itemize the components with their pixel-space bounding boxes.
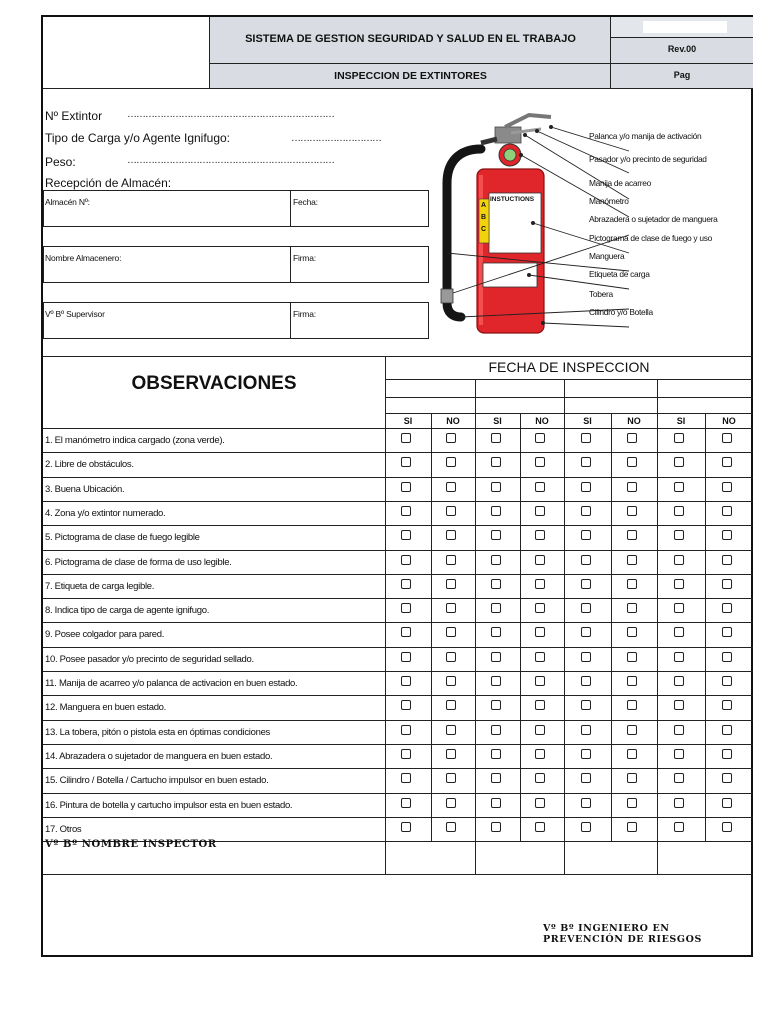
extintor-dots[interactable]: ……………………………………………………………	[127, 109, 334, 120]
no-checkbox[interactable]	[535, 627, 545, 637]
no-checkbox[interactable]	[535, 482, 545, 492]
no-checkbox[interactable]	[722, 676, 732, 686]
no-checkbox[interactable]	[535, 603, 545, 613]
no-checkbox[interactable]	[535, 700, 545, 710]
si-checkbox[interactable]	[491, 457, 501, 467]
observation-item: 16. Pintura de botella y cartucho impulsor esta en buen estado.	[45, 799, 293, 811]
fecha-inspeccion-title: FECHA DE INSPECCION	[488, 359, 650, 375]
no-checkbox[interactable]	[446, 700, 456, 710]
no-checkbox[interactable]	[627, 749, 637, 759]
abc-b: B	[481, 214, 487, 221]
si-checkbox[interactable]	[491, 530, 501, 540]
peso-label: Peso:	[45, 155, 76, 169]
no-checkbox[interactable]	[722, 482, 732, 492]
no-checkbox[interactable]	[535, 822, 545, 832]
si-checkbox[interactable]	[581, 700, 591, 710]
si-checkbox[interactable]	[674, 676, 684, 686]
si-checkbox[interactable]	[674, 773, 684, 783]
si-checkbox[interactable]	[401, 506, 411, 516]
si-column-header: SI	[403, 416, 413, 426]
si-checkbox[interactable]	[401, 652, 411, 662]
si-checkbox[interactable]	[581, 530, 591, 540]
no-column-header: NO	[722, 416, 736, 426]
no-checkbox[interactable]	[627, 652, 637, 662]
si-column-header: SI	[583, 416, 592, 426]
supervisor-label: Vº Bº Supervisor	[45, 309, 105, 319]
si-checkbox[interactable]	[491, 579, 501, 589]
no-checkbox[interactable]	[722, 725, 732, 735]
si-checkbox[interactable]	[674, 798, 684, 808]
no-checkbox[interactable]	[446, 530, 456, 540]
no-checkbox[interactable]	[535, 433, 545, 443]
supervisor-box[interactable]	[43, 302, 429, 339]
pag-label: Pag	[673, 70, 691, 80]
no-checkbox[interactable]	[627, 798, 637, 808]
no-checkbox[interactable]	[446, 506, 456, 516]
no-checkbox[interactable]	[722, 773, 732, 783]
no-checkbox[interactable]	[627, 725, 637, 735]
si-checkbox[interactable]	[674, 652, 684, 662]
callout-label: Pictograma de clase de fuego y uso	[589, 233, 712, 243]
si-checkbox[interactable]	[674, 700, 684, 710]
si-checkbox[interactable]	[674, 457, 684, 467]
observation-item: 10. Posee pasador y/o precinto de seguridad sellado.	[45, 653, 254, 665]
si-checkbox[interactable]	[491, 700, 501, 710]
si-checkbox[interactable]	[401, 603, 411, 613]
si-checkbox[interactable]	[581, 506, 591, 516]
no-checkbox[interactable]	[722, 579, 732, 589]
si-checkbox[interactable]	[581, 773, 591, 783]
tipo-label: Tipo de Carga y/o Agente Ignifugo:	[45, 131, 231, 145]
callout-label: Manómetro	[589, 196, 629, 206]
callout-label: Etiqueta de carga	[589, 269, 650, 279]
no-checkbox[interactable]	[627, 506, 637, 516]
engineer-label: Vº Bº INGENIERO EN PREVENCIÓN DE RIESGOS	[543, 923, 702, 945]
no-checkbox[interactable]	[722, 700, 732, 710]
si-checkbox[interactable]	[581, 798, 591, 808]
no-checkbox[interactable]	[535, 506, 545, 516]
si-checkbox[interactable]	[401, 749, 411, 759]
si-checkbox[interactable]	[401, 555, 411, 565]
no-checkbox[interactable]	[535, 530, 545, 540]
no-checkbox[interactable]	[627, 822, 637, 832]
no-checkbox[interactable]	[446, 676, 456, 686]
no-checkbox[interactable]	[446, 433, 456, 443]
observation-item: 2. Libre de obstáculos.	[45, 459, 134, 471]
no-checkbox[interactable]	[446, 482, 456, 492]
si-checkbox[interactable]	[401, 773, 411, 783]
no-checkbox[interactable]	[535, 579, 545, 589]
callout-label: Pasador y/o precinto de seguridad	[589, 154, 707, 164]
si-checkbox[interactable]	[401, 530, 411, 540]
observation-item: 9. Posee colgador para pared.	[45, 629, 165, 641]
si-checkbox[interactable]	[491, 482, 501, 492]
header-white-box	[643, 21, 727, 33]
firma1-label: Firma:	[293, 253, 316, 263]
si-checkbox[interactable]	[581, 676, 591, 686]
si-checkbox[interactable]	[674, 603, 684, 613]
si-checkbox[interactable]	[491, 652, 501, 662]
almacen-box[interactable]	[43, 190, 429, 227]
si-checkbox[interactable]	[491, 725, 501, 735]
si-checkbox[interactable]	[674, 530, 684, 540]
si-checkbox[interactable]	[581, 457, 591, 467]
observation-item: 6. Pictograma de clase de forma de uso legible.	[45, 556, 232, 568]
si-checkbox[interactable]	[401, 798, 411, 808]
si-checkbox[interactable]	[674, 555, 684, 565]
abc-c: C	[481, 226, 487, 233]
callout-label: Tobera	[589, 289, 613, 299]
observation-item: 17. Otros	[45, 823, 82, 835]
inspection-form	[41, 15, 753, 957]
observation-item: 15. Cilindro / Botella / Cartucho impulsor en buen estado.	[45, 775, 269, 787]
no-checkbox[interactable]	[722, 530, 732, 540]
si-checkbox[interactable]	[491, 433, 501, 443]
no-checkbox[interactable]	[446, 725, 456, 735]
si-checkbox[interactable]	[401, 482, 411, 492]
hose-clamp	[441, 289, 453, 303]
si-checkbox[interactable]	[581, 603, 591, 613]
si-checkbox[interactable]	[674, 749, 684, 759]
no-column-header: NO	[535, 416, 549, 426]
si-checkbox[interactable]	[491, 603, 501, 613]
system-title: SISTEMA DE GESTION SEGURIDAD Y SALUD EN EL TRABAJO	[245, 33, 576, 45]
si-checkbox[interactable]	[581, 433, 591, 443]
observation-item: 11. Manija de acarreo y/o palanca de activacion en buen estado.	[45, 678, 298, 689]
observation-item: 13. La tobera, pitón o pistola esta en óptimas condiciones	[45, 726, 271, 738]
no-checkbox[interactable]	[446, 627, 456, 637]
extintor-label: Nº Extintor	[45, 109, 103, 123]
no-checkbox[interactable]	[446, 603, 456, 613]
almacen-label: Almacén Nº:	[45, 197, 90, 207]
peso-dots[interactable]: ……………………………………………………………	[127, 155, 334, 166]
no-checkbox[interactable]	[627, 579, 637, 589]
si-checkbox[interactable]	[581, 555, 591, 565]
observation-item: 8. Indica tipo de carga de agente ignifugo.	[45, 605, 210, 617]
observation-item: 14. Abrazadera o sujetador de manguera en buen estado.	[45, 750, 273, 762]
observation-item: 3. Buena Ubicación.	[45, 483, 125, 495]
callout-label: Palanca y/o manija de activación	[589, 131, 702, 141]
no-checkbox[interactable]	[722, 603, 732, 613]
si-checkbox[interactable]	[491, 773, 501, 783]
si-checkbox[interactable]	[491, 676, 501, 686]
no-checkbox[interactable]	[627, 773, 637, 783]
callout-label: Manija de acarreo	[589, 178, 651, 188]
no-checkbox[interactable]	[722, 652, 732, 662]
no-checkbox[interactable]	[535, 725, 545, 735]
observaciones-title: OBSERVACIONES	[131, 373, 297, 394]
no-checkbox[interactable]	[535, 676, 545, 686]
si-checkbox[interactable]	[581, 482, 591, 492]
si-checkbox[interactable]	[491, 627, 501, 637]
no-checkbox[interactable]	[627, 530, 637, 540]
no-checkbox[interactable]	[722, 749, 732, 759]
no-checkbox[interactable]	[535, 749, 545, 759]
si-checkbox[interactable]	[581, 579, 591, 589]
si-checkbox[interactable]	[401, 433, 411, 443]
observation-item: 7. Etiqueta de carga legible.	[45, 580, 155, 592]
no-checkbox[interactable]	[535, 457, 545, 467]
no-checkbox[interactable]	[722, 506, 732, 516]
form-title: INSPECCION DE EXTINTORES	[334, 70, 487, 82]
no-checkbox[interactable]	[535, 773, 545, 783]
no-checkbox[interactable]	[446, 798, 456, 808]
si-checkbox[interactable]	[581, 652, 591, 662]
no-checkbox[interactable]	[627, 700, 637, 710]
no-checkbox[interactable]	[722, 555, 732, 565]
no-checkbox[interactable]	[627, 603, 637, 613]
no-checkbox[interactable]	[627, 457, 637, 467]
no-checkbox[interactable]	[627, 627, 637, 637]
no-checkbox[interactable]	[446, 822, 456, 832]
instructions-text: INSTUCTIONS	[490, 196, 535, 203]
si-checkbox[interactable]	[401, 627, 411, 637]
si-checkbox[interactable]	[401, 579, 411, 589]
si-checkbox[interactable]	[674, 433, 684, 443]
si-checkbox[interactable]	[491, 555, 501, 565]
rev-label: Rev.00	[667, 44, 697, 54]
no-checkbox[interactable]	[627, 555, 637, 565]
observation-item: 1. El manómetro indica cargado (zona verde).	[45, 435, 225, 446]
si-checkbox[interactable]	[581, 822, 591, 832]
si-checkbox[interactable]	[401, 700, 411, 710]
no-checkbox[interactable]	[722, 433, 732, 443]
si-checkbox[interactable]	[581, 749, 591, 759]
si-checkbox[interactable]	[401, 676, 411, 686]
recepcion-label: Recepción de Almacén:	[45, 176, 172, 190]
no-checkbox[interactable]	[722, 822, 732, 832]
no-checkbox[interactable]	[535, 798, 545, 808]
si-checkbox[interactable]	[674, 579, 684, 589]
si-checkbox[interactable]	[581, 725, 591, 735]
no-checkbox[interactable]	[446, 579, 456, 589]
si-checkbox[interactable]	[674, 506, 684, 516]
abc-a: A	[481, 202, 487, 209]
no-checkbox[interactable]	[722, 798, 732, 808]
observation-item: 4. Zona y/o extintor numerado.	[45, 507, 166, 519]
si-checkbox[interactable]	[491, 749, 501, 759]
lever	[505, 115, 551, 127]
si-checkbox[interactable]	[401, 457, 411, 467]
si-checkbox[interactable]	[674, 725, 684, 735]
no-checkbox[interactable]	[446, 749, 456, 759]
si-checkbox[interactable]	[674, 627, 684, 637]
almacenero-label: Nombre Almacenero:	[45, 253, 122, 263]
no-checkbox[interactable]	[627, 482, 637, 492]
no-checkbox[interactable]	[627, 676, 637, 686]
almacenero-box[interactable]	[43, 246, 429, 283]
no-checkbox[interactable]	[722, 627, 732, 637]
no-checkbox[interactable]	[446, 652, 456, 662]
no-checkbox[interactable]	[535, 555, 545, 565]
tipo-dots[interactable]: …………………………	[291, 133, 381, 144]
si-checkbox[interactable]	[674, 482, 684, 492]
si-checkbox[interactable]	[674, 822, 684, 832]
callout-label: Abrazadera o sujetador de manguera	[589, 214, 718, 224]
no-checkbox[interactable]	[722, 457, 732, 467]
si-checkbox[interactable]	[491, 506, 501, 516]
callout-label: Manguera	[589, 251, 625, 261]
firma2-label: Firma:	[293, 309, 316, 319]
si-column-header: SI	[493, 416, 502, 426]
inspector-label: Vº Bº NOMBRE INSPECTOR	[45, 839, 217, 850]
observation-item: 5. Pictograma de clase de fuego legible	[45, 532, 200, 544]
observation-item: 12. Manguera en buen estado.	[45, 702, 167, 714]
no-column-header: NO	[627, 416, 641, 426]
si-checkbox[interactable]	[491, 798, 501, 808]
no-checkbox[interactable]	[446, 555, 456, 565]
no-checkbox[interactable]	[446, 773, 456, 783]
no-checkbox[interactable]	[535, 652, 545, 662]
si-checkbox[interactable]	[491, 822, 501, 832]
no-checkbox[interactable]	[446, 457, 456, 467]
si-checkbox[interactable]	[401, 822, 411, 832]
no-column-header: NO	[446, 416, 460, 426]
fecha-label: Fecha:	[293, 197, 318, 207]
si-checkbox[interactable]	[401, 725, 411, 735]
si-checkbox[interactable]	[581, 627, 591, 637]
callout-label: Cilindro y/o Botella	[589, 307, 653, 317]
no-checkbox[interactable]	[627, 433, 637, 443]
si-column-header: SI	[676, 416, 686, 426]
